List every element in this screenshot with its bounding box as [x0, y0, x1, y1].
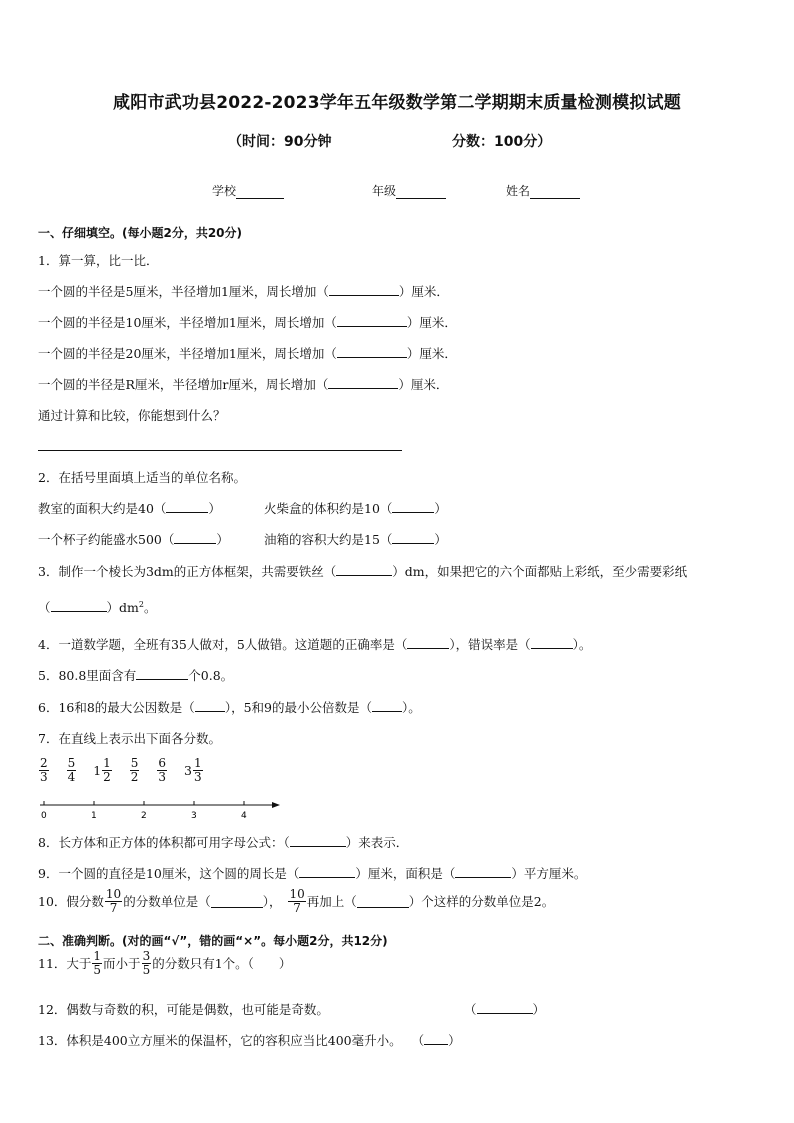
q2-blank-b1[interactable]	[174, 531, 216, 544]
tick-label-2: 2	[141, 811, 147, 821]
q12-blank[interactable]	[477, 1001, 533, 1014]
tick-label-4: 4	[241, 811, 247, 821]
number-line[interactable]	[36, 796, 286, 822]
q3-line-2: （ ）$dm^2$。	[38, 599, 157, 615]
q7-fraction-2: $\frac{5}{4}$	[67, 756, 76, 784]
tick-label-0: 0	[41, 811, 47, 821]
q7-fraction-4: $\frac{5}{2}$	[130, 756, 139, 784]
q2-blank-a1[interactable]	[166, 500, 208, 513]
q6-blank-1[interactable]	[195, 699, 225, 712]
q2-item-b2: 油箱的容积大约是15（ ）	[264, 532, 447, 547]
q1-line-3: 一个圆的半径是20厘米，半径增加1厘米，周长增加（ ）厘米．	[38, 346, 457, 361]
q7-fraction-3: 1 $\frac{1}{2}$	[93, 756, 111, 784]
q13: 13．体积是400立方厘米的保温杯，它的容积应当比400毫升小。 （ ）	[38, 1033, 461, 1048]
q1-blank-4[interactable]	[328, 376, 398, 389]
q8-blank[interactable]	[290, 834, 346, 847]
q4-blank-1[interactable]	[407, 636, 449, 649]
q12: 12．偶数与奇数的积，可能是偶数，也可能是奇数。	[38, 1002, 329, 1017]
q1-line-1: 一个圆的半径是5厘米，半径增加1厘米，周长增加（ ）厘米．	[38, 284, 449, 299]
q9-blank-1[interactable]	[299, 865, 355, 878]
grade-label: 年级	[372, 184, 397, 198]
q3-blank-1[interactable]	[336, 563, 392, 576]
page-title: 咸阳市武功县2022-2023学年五年级数学第二学期期末质量检测模拟试题	[113, 93, 681, 113]
q2-blank-a2[interactable]	[392, 500, 434, 513]
q7-fraction-1: $\frac{2}{3}$	[40, 756, 48, 784]
q1-blank-2[interactable]	[337, 314, 407, 327]
name-label: 姓名	[506, 184, 531, 198]
q1-answer-line[interactable]	[38, 450, 402, 451]
school-field	[212, 182, 284, 199]
q9: 9．一个圆的直径是10厘米，这个圆的周长是（ ）厘米，面积是（ ）平方厘米。	[38, 866, 587, 881]
grade-blank[interactable]	[396, 185, 446, 199]
q2-item-a1: 教室的面积大约是40（ ）	[38, 501, 221, 516]
section-1-heading: 一、仔细填空。(每小题2分，共20分)	[38, 226, 243, 240]
tick-label-1: 1	[91, 811, 97, 821]
q3-line-1: 3．制作一个棱长为3dm的正方体框架，共需要铁丝（ ）dm，如果把它的六个面都贴上彩纸，至少需要彩纸	[38, 564, 688, 579]
exam-score: 分数：100分）	[452, 134, 552, 150]
q7-fraction-6: 3 $\frac{1}{3}$	[184, 756, 202, 784]
q2-item-b1: 一个杯子约能盛水500（ ）	[38, 532, 229, 547]
q6-blank-2[interactable]	[372, 699, 402, 712]
q7-fraction-5: $\frac{6}{3}$	[158, 756, 167, 784]
q12-answer: （ ）	[464, 1002, 546, 1017]
exam-time: （时间：90分钟	[228, 134, 332, 150]
q7-intro: 7．在直线上表示出下面各分数。	[38, 731, 221, 746]
name-blank[interactable]	[530, 185, 580, 199]
number-line-arrow	[272, 802, 280, 808]
q4-blank-2[interactable]	[531, 636, 573, 649]
q2-item-a2: 火柴盒的体积约是10（ ）	[264, 501, 447, 516]
q2-blank-b2[interactable]	[392, 531, 434, 544]
q1-blank-3[interactable]	[337, 345, 407, 358]
grade-field	[372, 182, 446, 199]
q10: 10．假分数 $\frac{10}{7}$ 的分数单位是（ ）， $\frac{10}{7}$ 再加上（ ）个这样的分数单位是2。	[38, 887, 555, 915]
school-label: 学校	[212, 184, 237, 198]
q10-blank-1[interactable]	[211, 895, 263, 908]
q7-fractions	[38, 757, 204, 783]
q4: 4．一道数学题，全班有35人做对，5人做错。这道题的正确率是（ ），错误率是（ ）。	[38, 637, 592, 652]
q3-blank-2[interactable]	[51, 599, 107, 612]
q8: 8．长方体和正方体的体积都可用字母公式：（ ）来表示．	[38, 835, 409, 850]
q5-blank[interactable]	[136, 667, 188, 680]
name-field	[506, 182, 580, 199]
q1-intro: 1．算一算，比一比．	[38, 253, 159, 268]
q9-blank-2[interactable]	[455, 865, 511, 878]
q5: 5．80.8里面含有 个0.8。	[38, 668, 234, 683]
q1-line-4: 一个圆的半径是R厘米，半径增加r厘米，周长增加（ ）厘米．	[38, 377, 449, 392]
school-blank[interactable]	[236, 185, 284, 199]
q6: 6．16和8的最大公因数是（ ），5和9的最小公倍数是（ ）。	[38, 700, 421, 715]
tick-label-3: 3	[191, 811, 197, 821]
section-2-heading: 二、准确判断。(对的画“√”，错的画“×”。每小题2分，共12分)	[38, 934, 388, 948]
q10-blank-2[interactable]	[357, 895, 409, 908]
q11: 11．大于 $\frac{1}{5}$ 而小于 $\frac{3}{5}$ 的分数只有1个。（ ）	[38, 949, 292, 977]
q1-blank-1[interactable]	[329, 283, 399, 296]
q1-question: 通过计算和比较，你能想到什么？	[38, 408, 226, 423]
q1-line-2: 一个圆的半径是10厘米，半径增加1厘米，周长增加（ ）厘米．	[38, 315, 457, 330]
q2-intro: 2．在括号里面填上适当的单位名称。	[38, 470, 246, 485]
q13-blank[interactable]	[424, 1032, 448, 1045]
